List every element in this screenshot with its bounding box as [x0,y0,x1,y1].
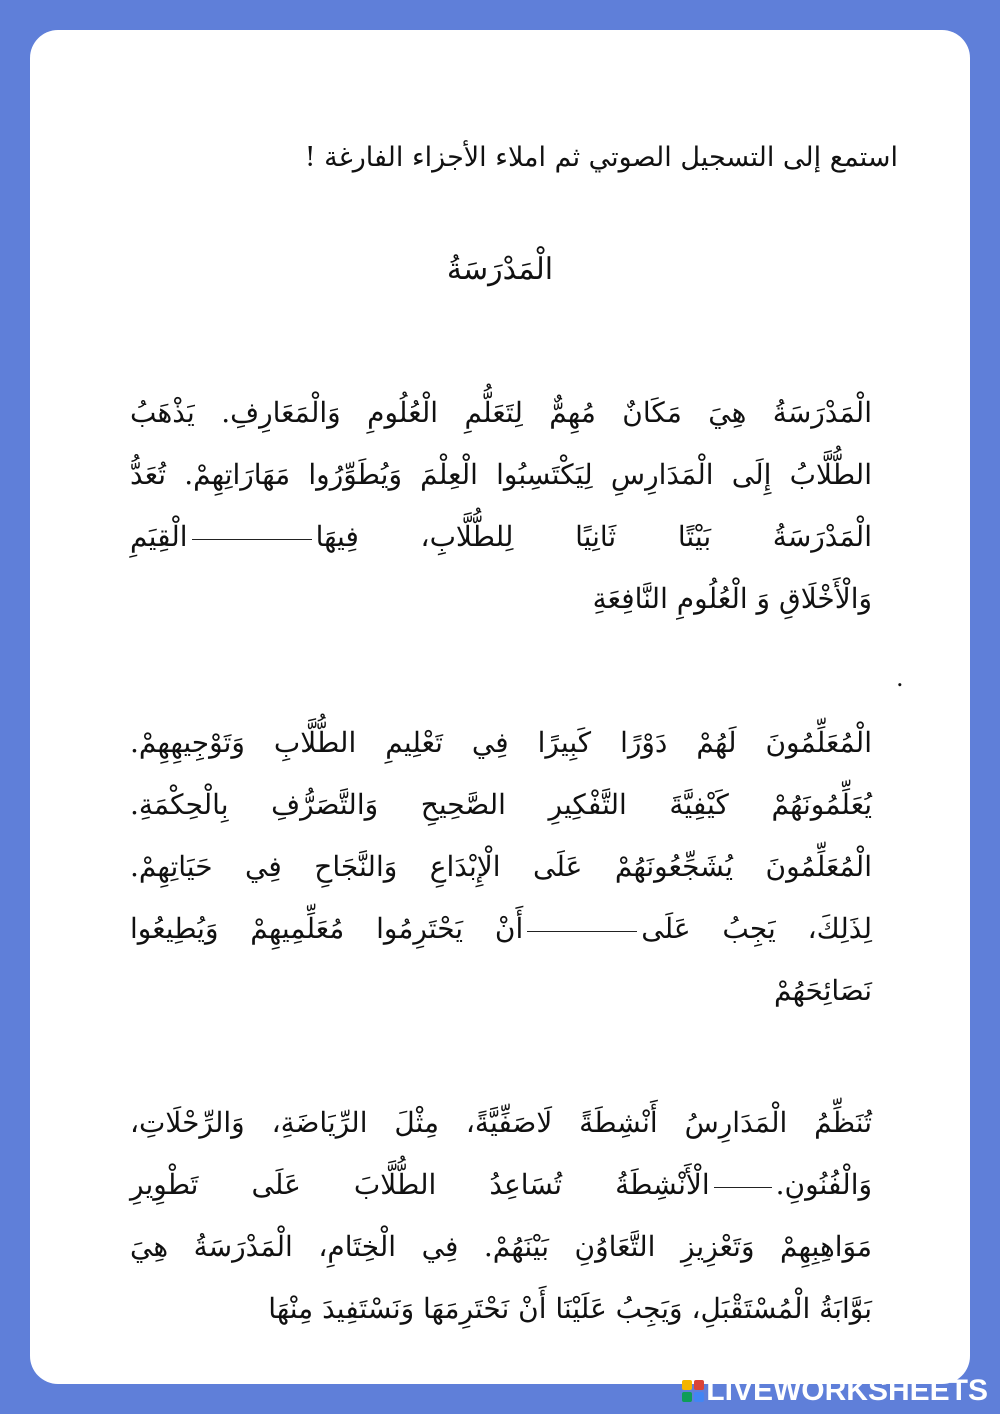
fill-blank-3[interactable] [714,1173,772,1188]
paragraph-3-line-1: تُنَظِّمُ الْمَدَارِسُ أَنْشِطَةً لَاصَفِّيَّةً، مِثْلَ الرِّيَاضَةِ، وَالرِّحْلَاتِ، [130,1106,872,1139]
worksheet-title: الْمَدْرَسَةُ [446,252,554,287]
paragraph-2-line-3: الْمُعَلِّمُونَ يُشَجِّعُونَهُمْ عَلَى الْإِبْدَاعِ وَالنَّجَاحِ فِي حَيَاتِهِمْ. [130,850,872,883]
liveworksheets-logo-icon [682,1380,704,1402]
paragraph-3 [130,1092,872,1340]
brand-text: LIVEWORKSHEETS [706,1374,988,1407]
paragraph-3-line-2 [130,1154,872,1216]
worksheet-page [30,30,970,1384]
paragraph-1 [130,382,872,630]
paragraph-1-line-2: الطُّلَّابُ إِلَى الْمَدَارِسِ لِيَكْتَسِبُوا الْعِلْمَ وَيُطَوِّرُوا مَهَارَاتِهِمْ. تُعَدُّ [130,458,872,491]
paragraph-1-line-3 [130,506,872,568]
paragraph-1-line-3-end: الْقِيَمِ [130,520,188,553]
paragraph-2-line-1: الْمُعَلِّمُونَ لَهُمْ دَوْرًا كَبِيرًا فِي تَعْلِيمِ الطُّلَّابِ وَتَوْجِيهِهِمْ. [130,726,872,759]
fill-blank-2[interactable] [527,917,637,932]
paragraph-2-line-4-start: لِذَلِكَ، يَجِبُ عَلَى [641,912,872,945]
paragraph-2-line-4-end: أَنْ يَحْتَرِمُوا مُعَلِّمِيهِمْ وَيُطِيعُوا [130,912,524,945]
paragraph-2-line-2: يُعَلِّمُونَهُمْ كَيْفِيَّةَ التَّفْكِيرِ الصَّحِيحِ وَالتَّصَرُّفِ بِالْحِكْمَةِ. [130,788,872,821]
paragraph-2 [130,712,872,1022]
fill-blank-1[interactable] [192,525,312,540]
paragraph-1-line-1: الْمَدْرَسَةُ هِيَ مَكَانٌ مُهِمٌّ لِتَعَلُّمِ الْعُلُومِ وَالْمَعَارِفِ. يَذْهَبُ [130,396,872,429]
liveworksheets-brand [682,1374,988,1408]
paragraph-2-line-5: نَصَائِحَهُمْ [773,974,872,1007]
instruction-text: استمع إلى التسجيل الصوتي ثم املاء الأجزاء الفارغة ! [304,142,898,173]
stray-dot: . [896,664,904,692]
paragraph-3-line-3: مَوَاهِبِهِمْ وَتَعْزِيزِ التَّعَاوُنِ بَيْنَهُمْ. فِي الْخِتَامِ، الْمَدْرَسَةُ هِيَ [130,1230,872,1263]
paragraph-1-line-4: وَالْأَخْلَاقِ وَ الْعُلُومِ النَّافِعَةِ [592,582,872,615]
paragraph-3-line-2-end: الْأَنْشِطَةُ تُسَاعِدُ الطُّلَّابَ عَلَى تَطْوِيرِ [130,1168,710,1201]
paragraph-1-line-3-start: الْمَدْرَسَةُ بَيْتًا ثَانِيًا لِلطُّلَّابِ، فِيهَا [315,520,872,553]
paragraph-3-line-2-start: وَالْفُنُونِ. [775,1168,872,1201]
paragraph-2-line-4 [130,898,872,960]
paragraph-3-line-4: بَوَّابَةُ الْمُسْتَقْبَلِ، وَيَجِبُ عَلَيْنَا أَنْ نَحْتَرِمَهَا وَنَسْتَفِيدَ مِنْهَا [268,1292,872,1325]
